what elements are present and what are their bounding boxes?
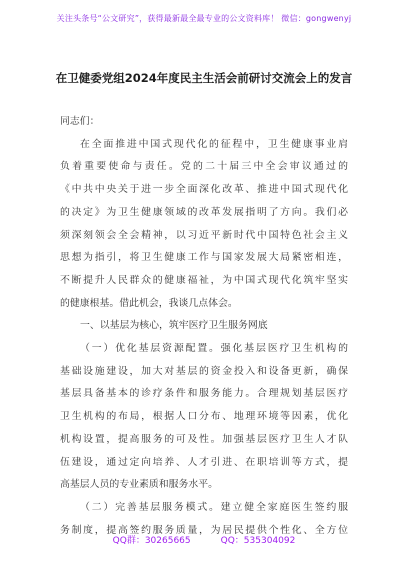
- paragraph-line: 在全面推进中国式现代化的征程中，卫生健康事业肩: [80, 138, 348, 150]
- paragraph-line: 基础设施建设，加大对基层的资金投入和设备更新，确保: [60, 365, 348, 377]
- footer-qq: QQ：535304092: [220, 536, 296, 546]
- paragraph-line: 务制度，提高签约服务质量，为居民提供个性化、全方位: [60, 524, 348, 536]
- paragraph-line: （一）优化基层资源配置。强化基层医疗卫生机构的: [80, 343, 348, 355]
- paragraph-line: 思想为指引，将卫生健康工作与国家发展大局紧密相连，: [60, 252, 348, 264]
- paragraph-line: 负着重要使命与责任。党的二十届三中全会审议通过的: [60, 161, 348, 173]
- paragraph-line: 的健康根基。借此机会，我谈几点体会。: [60, 297, 238, 309]
- paragraph-line: 高基层人员的专业素质和服务水平。: [60, 479, 219, 491]
- paragraph-line: 须深刻领会全会精神，以习近平新时代中国特色社会主义: [60, 229, 348, 241]
- paragraph-line: 基层具备基本的诊疗条件和服务能力。合理规划基层医疗: [60, 388, 348, 400]
- paragraph-line: 卫生机构的布局，根据人口分布、地理环境等因素，优化: [60, 411, 348, 423]
- paragraph-line: 伍建设，通过定向培养、人才引进、在职培训等方式，提: [60, 456, 348, 468]
- footer-qq-group: QQ群：30265665: [112, 536, 191, 546]
- document-body: [60, 111, 348, 542]
- footer-contact: [0, 533, 408, 553]
- paragraph-line: 《中共中央关于进一步全面深化改革、推进中国式现代化: [60, 184, 348, 196]
- salutation: 同志们：: [60, 116, 100, 127]
- paragraph-line: 不断提升人民群众的健康福祉，为中国式现代化筑牢坚实: [60, 274, 348, 286]
- paragraph-line: （二）完善基层服务模式。建立健全家庭医生签约服: [80, 501, 348, 513]
- paragraph-line: 的决定》为卫生健康领域的改革发展指明了方向。我们必: [60, 206, 348, 218]
- document-title: 在卫健委党组2024年度民主生活会前研讨交流会上的发言: [55, 71, 353, 85]
- section-heading: 一、以基层为核心，筑牢医疗卫生服务网底: [80, 320, 268, 332]
- paragraph-line: 机构设置，提高服务的可及性。加强基层医疗卫生人才队: [60, 433, 348, 445]
- header-banner: 关注头条号“公文研究”，获得最新最全最专业的公文资料库！ 微信：gongwenyj: [56, 13, 352, 23]
